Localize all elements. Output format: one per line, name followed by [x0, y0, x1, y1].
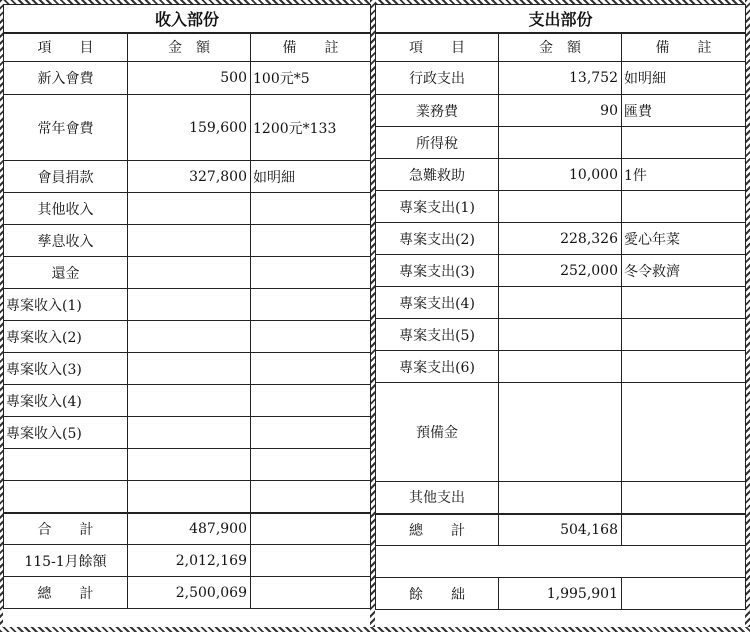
- expense-blank-row: [376, 546, 746, 578]
- income-note: [251, 193, 371, 225]
- income-balance-prev-note: [251, 545, 371, 577]
- expense-total-label: 總 計: [376, 514, 499, 546]
- expense-amount: 228,326: [499, 223, 622, 255]
- income-header-amount: 金 額: [128, 33, 251, 62]
- income-balance-prev-label: 115-1月餘額: [4, 545, 128, 577]
- table-row: [376, 383, 746, 482]
- income-amount: [128, 481, 251, 513]
- expense-amount: 90: [499, 95, 622, 127]
- income-item: 其他收入: [4, 193, 128, 225]
- income-note: [251, 353, 371, 385]
- expense-amount: [499, 287, 622, 319]
- table-row: [4, 449, 371, 481]
- income-header-row: [4, 33, 371, 62]
- table-row: [376, 62, 746, 95]
- table-row: [376, 95, 746, 127]
- table-row: [376, 255, 746, 287]
- income-note: [251, 225, 371, 257]
- income-amount: [128, 193, 251, 225]
- expense-amount: [499, 191, 622, 223]
- income-total-note: [251, 513, 371, 545]
- expense-note: 1件: [622, 159, 746, 191]
- expense-remaining-label: 餘 絀: [376, 578, 499, 610]
- income-amount: 327,800: [128, 161, 251, 193]
- expense-item: 專案支出(3): [376, 255, 499, 287]
- expense-note: [622, 191, 746, 223]
- income-grand-total-amount: 2,500,069: [128, 577, 251, 609]
- table-row: [4, 321, 371, 353]
- table-row: [4, 289, 371, 321]
- income-total-label: 合 計: [4, 513, 128, 545]
- frame-border-bottom: [0, 627, 750, 632]
- table-row: [4, 193, 371, 225]
- expense-note: [622, 351, 746, 383]
- income-header-item: 項 目: [4, 33, 128, 62]
- expense-header-row: [376, 33, 746, 62]
- table-row: [4, 95, 371, 161]
- income-balance-prev-amount: 2,012,169: [128, 545, 251, 577]
- expense-amount: [499, 319, 622, 351]
- income-amount: [128, 353, 251, 385]
- expense-item: 行政支出: [376, 62, 499, 95]
- income-title: 收入部份: [4, 5, 371, 33]
- expense-item: 所得稅: [376, 127, 499, 159]
- table-row: [4, 257, 371, 289]
- income-item: 專案收入(1): [4, 289, 128, 321]
- income-grand-total-row: [4, 577, 371, 609]
- expense-item: 專案支出(4): [376, 287, 499, 319]
- income-amount: [128, 225, 251, 257]
- expense-note: 愛心年菜: [622, 223, 746, 255]
- expense-table: [375, 4, 746, 610]
- expense-total-amount: 504,168: [499, 514, 622, 546]
- expense-title: 支出部份: [376, 5, 746, 33]
- table-row: [4, 481, 371, 513]
- income-note: [251, 257, 371, 289]
- income-item: 還金: [4, 257, 128, 289]
- income-amount: [128, 257, 251, 289]
- table-row: [376, 223, 746, 255]
- income-item: [4, 481, 128, 513]
- expense-note: [622, 287, 746, 319]
- expense-amount: [499, 383, 622, 482]
- income-grand-total-note: [251, 577, 371, 609]
- expense-amount: [499, 482, 622, 514]
- income-note: [251, 289, 371, 321]
- income-item: 專案收入(3): [4, 353, 128, 385]
- table-row: [376, 159, 746, 191]
- expense-item: 其他支出: [376, 482, 499, 514]
- expense-note: 冬令救濟: [622, 255, 746, 287]
- income-section: [3, 4, 371, 609]
- income-total-amount: 487,900: [128, 513, 251, 545]
- income-note: [251, 385, 371, 417]
- income-grand-total-label: 總 計: [4, 577, 128, 609]
- income-note: 如明細: [251, 161, 371, 193]
- table-row: [376, 351, 746, 383]
- expense-note: [622, 482, 746, 514]
- income-note: [251, 481, 371, 513]
- income-note: [251, 449, 371, 481]
- income-amount: 500: [128, 62, 251, 95]
- income-item: 專案收入(5): [4, 417, 128, 449]
- income-item: 常年會費: [4, 95, 128, 161]
- expense-item: 業務費: [376, 95, 499, 127]
- expense-item: 專案支出(5): [376, 319, 499, 351]
- expense-amount: 252,000: [499, 255, 622, 287]
- income-item: 會員捐款: [4, 161, 128, 193]
- income-total-row: [4, 513, 371, 545]
- expense-header-amount: 金 額: [499, 33, 622, 62]
- expense-item: 專案支出(2): [376, 223, 499, 255]
- income-amount: [128, 385, 251, 417]
- income-amount: [128, 321, 251, 353]
- income-note: 100元*5: [251, 62, 371, 95]
- table-row: [376, 482, 746, 514]
- expense-remaining-amount: 1,995,901: [499, 578, 622, 610]
- income-item: 專案收入(4): [4, 385, 128, 417]
- table-row: [4, 161, 371, 193]
- expense-item: 專案支出(6): [376, 351, 499, 383]
- income-table: [3, 4, 371, 609]
- table-row: [376, 319, 746, 351]
- expense-header-item: 項 目: [376, 33, 499, 62]
- expense-blank-cell: [376, 546, 746, 578]
- income-amount: 159,600: [128, 95, 251, 161]
- income-note: [251, 321, 371, 353]
- expense-amount: [499, 351, 622, 383]
- expense-amount: [499, 127, 622, 159]
- expense-note: 匯費: [622, 95, 746, 127]
- table-row: [4, 417, 371, 449]
- table-row: [4, 353, 371, 385]
- expense-note: [622, 319, 746, 351]
- expense-remaining-note: [622, 578, 746, 610]
- income-item: [4, 449, 128, 481]
- income-note: 1200元*133: [251, 95, 371, 161]
- expense-total-row: [376, 514, 746, 546]
- income-amount: [128, 449, 251, 481]
- income-item: 孳息收入: [4, 225, 128, 257]
- income-item: 新入會費: [4, 62, 128, 95]
- expense-note: [622, 383, 746, 482]
- table-row: [4, 225, 371, 257]
- income-note: [251, 417, 371, 449]
- table-row: [4, 62, 371, 95]
- table-row: [376, 127, 746, 159]
- expense-amount: 10,000: [499, 159, 622, 191]
- income-amount: [128, 417, 251, 449]
- expense-note: [622, 127, 746, 159]
- expense-section: [375, 4, 746, 610]
- expense-item: 急難救助: [376, 159, 499, 191]
- table-row: [376, 287, 746, 319]
- income-item: 專案收入(2): [4, 321, 128, 353]
- income-balance-prev-row: [4, 545, 371, 577]
- expense-amount: 13,752: [499, 62, 622, 95]
- expense-item: 預備金: [376, 383, 499, 482]
- income-amount: [128, 289, 251, 321]
- expense-item: 專案支出(1): [376, 191, 499, 223]
- expense-note: 如明細: [622, 62, 746, 95]
- table-row: [4, 385, 371, 417]
- expense-total-note: [622, 514, 746, 546]
- expense-header-note: 備 註: [622, 33, 746, 62]
- income-header-note: 備 註: [251, 33, 371, 62]
- table-row: [376, 191, 746, 223]
- expense-remaining-row: [376, 578, 746, 610]
